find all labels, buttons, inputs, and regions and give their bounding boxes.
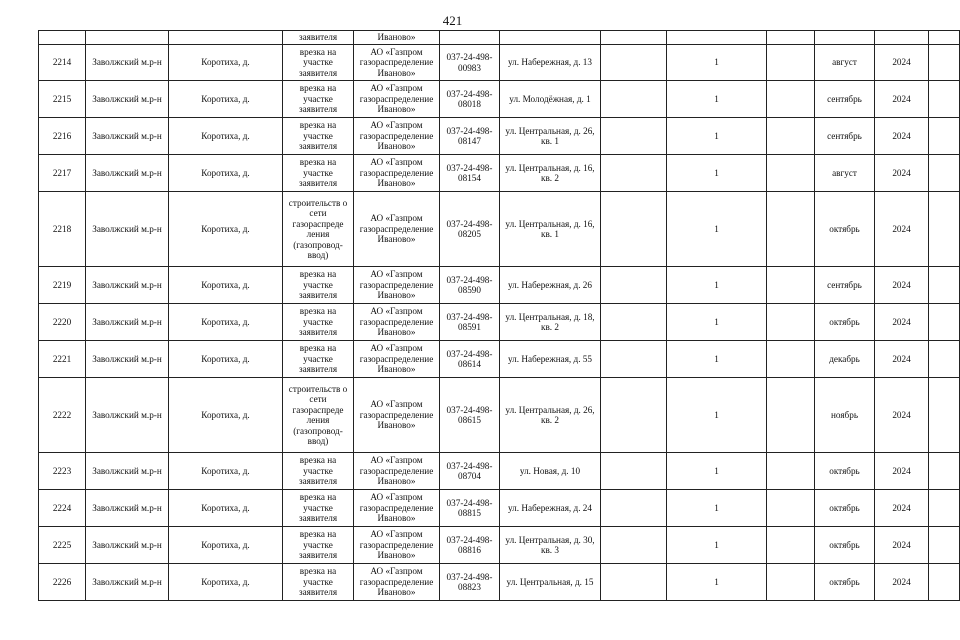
cell-locality: Коротиха, д. [169, 155, 283, 192]
cell-empty-3 [929, 267, 960, 304]
cell-year: 2024 [875, 378, 929, 453]
cell-work: врезка на участке заявителя [283, 267, 354, 304]
cell-district: Заволжский м.р-н [86, 45, 169, 81]
cell-address: ул. Набережная, д. 24 [500, 490, 601, 527]
cell-qty: 1 [667, 155, 767, 192]
cell-num: 2226 [39, 564, 86, 601]
cell-empty-2 [767, 31, 815, 45]
cell-org: АО «Газпром газораспределение Иваново» [354, 267, 440, 304]
cell-code: 037-24-498-08590 [440, 267, 500, 304]
cell-year [875, 31, 929, 45]
cell-empty-2 [767, 378, 815, 453]
cell-district: Заволжский м.р-н [86, 490, 169, 527]
cell-work: строительств о сети газораспреде ления (газопровод-ввод) [283, 378, 354, 453]
cell-month: декабрь [815, 341, 875, 378]
cell-empty-3 [929, 155, 960, 192]
cell-work: врезка на участке заявителя [283, 453, 354, 490]
cell-empty-2 [767, 564, 815, 601]
cell-work: врезка на участке заявителя [283, 490, 354, 527]
cell-month: октябрь [815, 453, 875, 490]
cell-empty-3 [929, 45, 960, 81]
table-row [39, 378, 960, 453]
cell-org: АО «Газпром газораспределение Иваново» [354, 118, 440, 155]
table-row [39, 267, 960, 304]
cell-address: ул. Центральная, д. 26, кв. 1 [500, 118, 601, 155]
cell-org: Иваново» [354, 31, 440, 45]
cell-empty-3 [929, 304, 960, 341]
cell-empty-2 [767, 304, 815, 341]
cell-address: ул. Набережная, д. 13 [500, 45, 601, 81]
cell-district: Заволжский м.р-н [86, 192, 169, 267]
cell-empty-2 [767, 490, 815, 527]
cell-num [39, 31, 86, 45]
cell-qty: 1 [667, 81, 767, 118]
cell-empty-3 [929, 118, 960, 155]
cell-code: 037-24-498-08615 [440, 378, 500, 453]
cell-org: АО «Газпром газораспределение Иваново» [354, 45, 440, 81]
cell-empty-2 [767, 453, 815, 490]
cell-address: ул. Новая, д. 10 [500, 453, 601, 490]
cell-num: 2217 [39, 155, 86, 192]
cell-district [86, 31, 169, 45]
cell-year: 2024 [875, 453, 929, 490]
cell-address: ул. Центральная, д. 18, кв. 2 [500, 304, 601, 341]
cell-district: Заволжский м.р-н [86, 155, 169, 192]
cell-district: Заволжский м.р-н [86, 527, 169, 564]
table-row [39, 45, 960, 81]
cell-locality: Коротиха, д. [169, 118, 283, 155]
cell-month: август [815, 155, 875, 192]
cell-org: АО «Газпром газораспределение Иваново» [354, 378, 440, 453]
cell-empty-1 [601, 490, 667, 527]
cell-empty-3 [929, 81, 960, 118]
table-body [39, 31, 960, 601]
cell-qty: 1 [667, 564, 767, 601]
cell-code: 037-24-498-08823 [440, 564, 500, 601]
cell-district: Заволжский м.р-н [86, 378, 169, 453]
cell-work: врезка на участке заявителя [283, 564, 354, 601]
cell-year: 2024 [875, 118, 929, 155]
cell-locality: Коротиха, д. [169, 341, 283, 378]
cell-empty-2 [767, 267, 815, 304]
cell-empty-1 [601, 192, 667, 267]
cell-year: 2024 [875, 527, 929, 564]
cell-org: АО «Газпром газораспределение Иваново» [354, 155, 440, 192]
cell-empty-2 [767, 45, 815, 81]
table-row-continued [39, 31, 960, 45]
cell-month: сентябрь [815, 81, 875, 118]
cell-num: 2222 [39, 378, 86, 453]
cell-year: 2024 [875, 341, 929, 378]
cell-locality [169, 31, 283, 45]
cell-locality: Коротиха, д. [169, 304, 283, 341]
cell-code: 037-24-498-08704 [440, 453, 500, 490]
table-row [39, 564, 960, 601]
cell-empty-1 [601, 31, 667, 45]
cell-code: 037-24-498-08614 [440, 341, 500, 378]
cell-num: 2223 [39, 453, 86, 490]
cell-qty: 1 [667, 267, 767, 304]
cell-empty-3 [929, 31, 960, 45]
page-number: 421 [442, 13, 463, 28]
cell-work: врезка на участке заявителя [283, 81, 354, 118]
cell-year: 2024 [875, 304, 929, 341]
cell-num: 2214 [39, 45, 86, 81]
cell-empty-1 [601, 118, 667, 155]
cell-month: сентябрь [815, 118, 875, 155]
table-row [39, 192, 960, 267]
cell-org: АО «Газпром газораспределение Иваново» [354, 527, 440, 564]
cell-empty-1 [601, 564, 667, 601]
cell-address: ул. Набережная, д. 55 [500, 341, 601, 378]
cell-work: врезка на участке заявителя [283, 118, 354, 155]
cell-empty-2 [767, 118, 815, 155]
cell-code: 037-24-498-00983 [440, 45, 500, 81]
cell-code: 037-24-498-08816 [440, 527, 500, 564]
cell-district: Заволжский м.р-н [86, 564, 169, 601]
cell-month [815, 31, 875, 45]
cell-org: АО «Газпром газораспределение Иваново» [354, 81, 440, 118]
cell-year: 2024 [875, 192, 929, 267]
cell-locality: Коротиха, д. [169, 45, 283, 81]
cell-empty-3 [929, 378, 960, 453]
cell-qty: 1 [667, 453, 767, 490]
cell-qty: 1 [667, 45, 767, 81]
cell-work: врезка на участке заявителя [283, 527, 354, 564]
cell-month: октябрь [815, 527, 875, 564]
cell-empty-1 [601, 267, 667, 304]
cell-num: 2224 [39, 490, 86, 527]
cell-num: 2216 [39, 118, 86, 155]
cell-address: ул. Центральная, д. 26, кв. 2 [500, 378, 601, 453]
cell-year: 2024 [875, 267, 929, 304]
cell-empty-1 [601, 304, 667, 341]
cell-code [440, 31, 500, 45]
cell-empty-3 [929, 341, 960, 378]
cell-address: ул. Центральная, д. 30, кв. 3 [500, 527, 601, 564]
cell-org: АО «Газпром газораспределение Иваново» [354, 453, 440, 490]
cell-org: АО «Газпром газораспределение Иваново» [354, 564, 440, 601]
cell-qty: 1 [667, 304, 767, 341]
cell-work: врезка на участке заявителя [283, 341, 354, 378]
cell-qty: 1 [667, 192, 767, 267]
cell-code: 037-24-498-08591 [440, 304, 500, 341]
cell-address: ул. Центральная, д. 15 [500, 564, 601, 601]
cell-empty-3 [929, 192, 960, 267]
cell-work: заявителя [283, 31, 354, 45]
cell-qty [667, 31, 767, 45]
cell-empty-3 [929, 453, 960, 490]
cell-year: 2024 [875, 490, 929, 527]
cell-num: 2220 [39, 304, 86, 341]
cell-year: 2024 [875, 155, 929, 192]
cell-month: октябрь [815, 192, 875, 267]
cell-district: Заволжский м.р-н [86, 341, 169, 378]
cell-empty-1 [601, 527, 667, 564]
cell-month: август [815, 45, 875, 81]
cell-empty-3 [929, 490, 960, 527]
cell-num: 2221 [39, 341, 86, 378]
cell-qty: 1 [667, 118, 767, 155]
cell-locality: Коротиха, д. [169, 378, 283, 453]
cell-org: АО «Газпром газораспределение Иваново» [354, 192, 440, 267]
cell-district: Заволжский м.р-н [86, 118, 169, 155]
cell-code: 037-24-498-08815 [440, 490, 500, 527]
cell-code: 037-24-498-08147 [440, 118, 500, 155]
table-row [39, 304, 960, 341]
cell-locality: Коротиха, д. [169, 490, 283, 527]
cell-empty-2 [767, 192, 815, 267]
cell-district: Заволжский м.р-н [86, 453, 169, 490]
cell-month: октябрь [815, 304, 875, 341]
cell-empty-2 [767, 155, 815, 192]
cell-locality: Коротиха, д. [169, 527, 283, 564]
cell-empty-1 [601, 453, 667, 490]
cell-num: 2219 [39, 267, 86, 304]
cell-qty: 1 [667, 341, 767, 378]
cell-empty-2 [767, 527, 815, 564]
cell-month: октябрь [815, 564, 875, 601]
cell-district: Заволжский м.р-н [86, 81, 169, 118]
cell-empty-1 [601, 81, 667, 118]
cell-work: врезка на участке заявителя [283, 155, 354, 192]
cell-qty: 1 [667, 490, 767, 527]
cell-month: сентябрь [815, 267, 875, 304]
cell-work: врезка на участке заявителя [283, 45, 354, 81]
cell-locality: Коротиха, д. [169, 267, 283, 304]
cell-empty-1 [601, 378, 667, 453]
table-row [39, 527, 960, 564]
cell-address: ул. Центральная, д. 16, кв. 2 [500, 155, 601, 192]
table-row [39, 118, 960, 155]
cell-empty-1 [601, 341, 667, 378]
cell-address: ул. Центральная, д. 16, кв. 1 [500, 192, 601, 267]
cell-month: октябрь [815, 490, 875, 527]
cell-work: строительств о сети газораспреде ления (газопровод-ввод) [283, 192, 354, 267]
cell-num: 2218 [39, 192, 86, 267]
table-row [39, 155, 960, 192]
cell-work: врезка на участке заявителя [283, 304, 354, 341]
cell-address: ул. Молодёжная, д. 1 [500, 81, 601, 118]
cell-empty-2 [767, 341, 815, 378]
cell-code: 037-24-498-08154 [440, 155, 500, 192]
cell-year: 2024 [875, 564, 929, 601]
cell-empty-3 [929, 564, 960, 601]
cell-empty-1 [601, 155, 667, 192]
cell-year: 2024 [875, 81, 929, 118]
table-row [39, 490, 960, 527]
cell-locality: Коротиха, д. [169, 192, 283, 267]
cell-locality: Коротиха, д. [169, 453, 283, 490]
cell-address: ул. Набережная, д. 26 [500, 267, 601, 304]
cell-year: 2024 [875, 45, 929, 81]
registry-table [38, 30, 960, 601]
cell-district: Заволжский м.р-н [86, 304, 169, 341]
cell-empty-3 [929, 527, 960, 564]
cell-org: АО «Газпром газораспределение Иваново» [354, 304, 440, 341]
cell-code: 037-24-498-08205 [440, 192, 500, 267]
cell-num: 2225 [39, 527, 86, 564]
cell-qty: 1 [667, 527, 767, 564]
cell-org: АО «Газпром газораспределение Иваново» [354, 490, 440, 527]
cell-locality: Коротиха, д. [169, 81, 283, 118]
cell-locality: Коротиха, д. [169, 564, 283, 601]
cell-district: Заволжский м.р-н [86, 267, 169, 304]
cell-org: АО «Газпром газораспределение Иваново» [354, 341, 440, 378]
table-row [39, 453, 960, 490]
table-row [39, 341, 960, 378]
cell-qty: 1 [667, 378, 767, 453]
cell-num: 2215 [39, 81, 86, 118]
cell-code: 037-24-498-08018 [440, 81, 500, 118]
cell-empty-2 [767, 81, 815, 118]
cell-month: ноябрь [815, 378, 875, 453]
table-row [39, 81, 960, 118]
cell-empty-1 [601, 45, 667, 81]
cell-address [500, 31, 601, 45]
